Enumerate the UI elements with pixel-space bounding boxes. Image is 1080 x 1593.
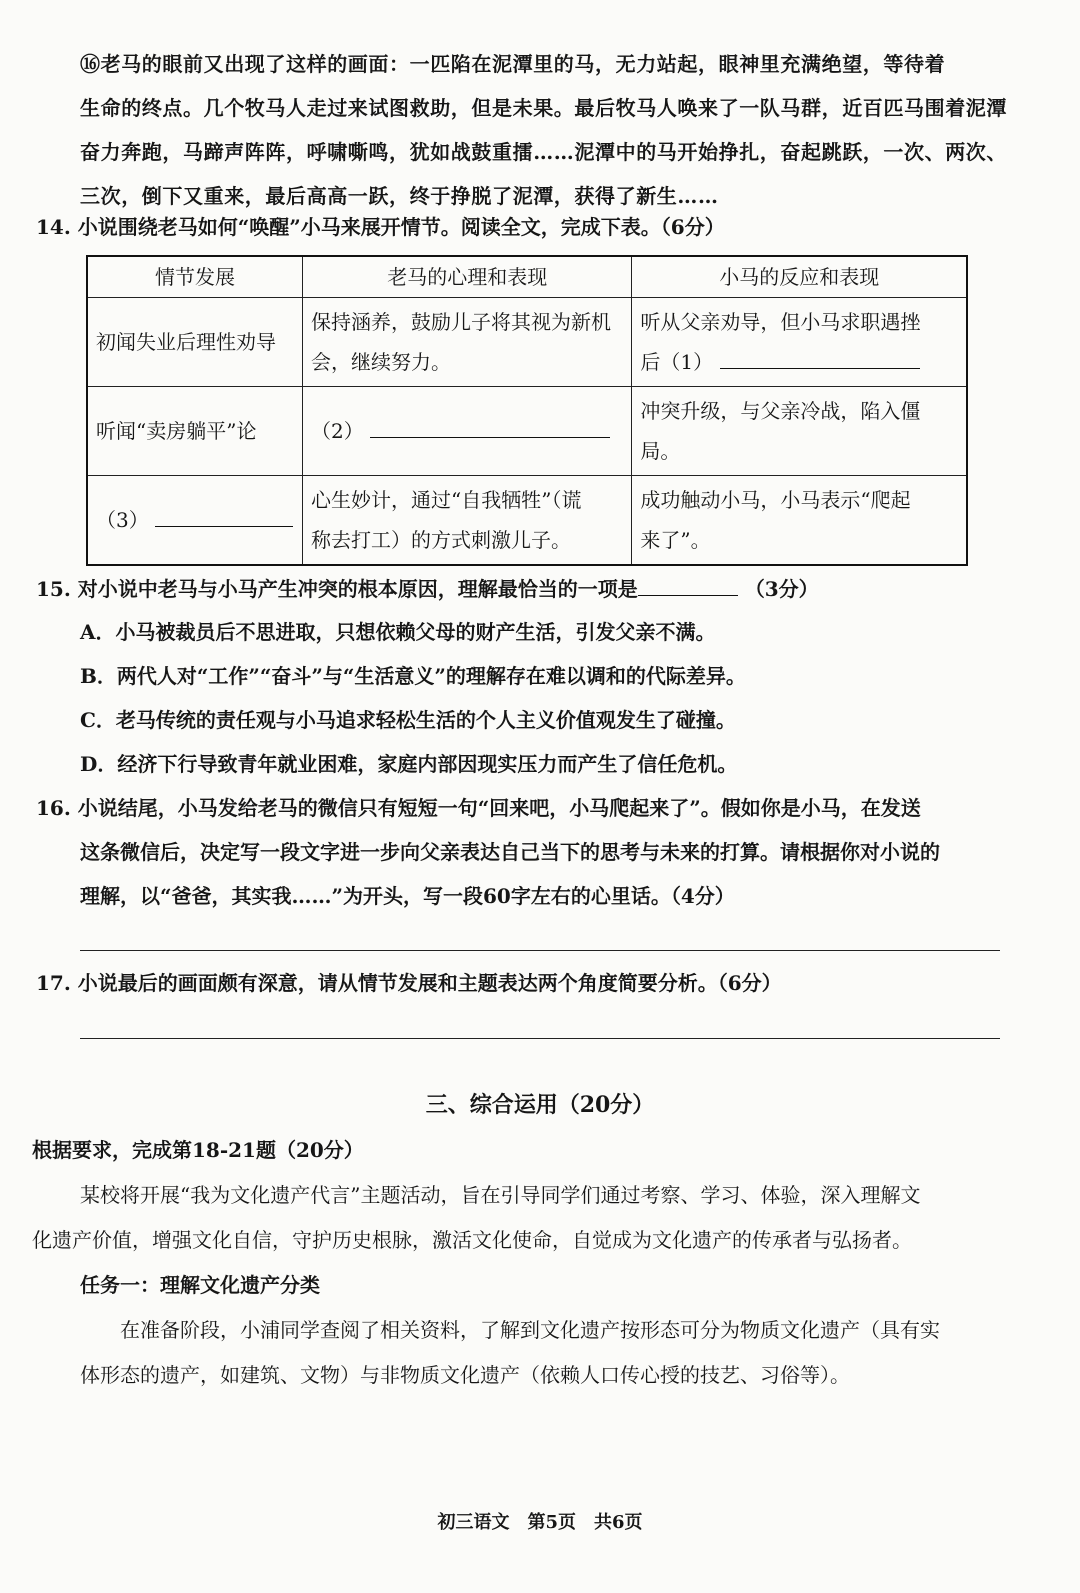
section-requirement: 根据要求，完成第18-21题（20分） [32,1138,364,1162]
table-cell: 初闻失业后理性劝导 [87,298,303,387]
table-header: 老马的心理和表现 [303,256,632,298]
story-paragraph-16 [80,42,1007,218]
question-17 [36,968,782,998]
table-cell [632,298,967,387]
cell-line: 称去打工）的方式刺激儿子。 [311,528,572,552]
table-header: 情节发展 [87,256,303,298]
question-number: 16. [36,796,71,820]
plot-table [86,255,968,566]
cell-line: 成功触动小马，小马表示“爬起 [640,488,911,512]
question-16-line: 这条微信后，决定写一段文字进一步向父亲表达自己当下的思考与未来的打算。请根据你对小说的 [80,840,940,864]
table-header-row [87,256,967,298]
question-16-line: 理解，以“爸爸，其实我……”为开头，写一段60字左右的心里话。（4分） [80,884,735,908]
paragraph-line: ⑯老马的眼前又出现了这样的画面：一匹陷在泥潭里的马，无力站起，眼神里充满绝望，等待着 [80,52,946,76]
answer-line-16[interactable] [80,950,1000,951]
answer-line-17[interactable] [80,1038,1000,1039]
cell-line: 来了”。 [640,528,711,552]
task1-line: 体形态的遗产，如建筑、文物）与非物质文化遗产（依赖人口传心授的技艺、习俗等）。 [80,1363,850,1387]
table-header: 小马的反应和表现 [632,256,967,298]
cell-line: 保持涵养，鼓励儿子将其视为新机 [311,310,612,334]
answer-blank-2[interactable] [370,415,610,438]
question-text: 对小说中老马与小马产生冲突的根本原因，理解最恰当的一项是 [77,577,638,601]
question-score: （3分） [744,577,819,601]
table-cell [303,387,632,476]
table-cell [87,476,303,566]
question-15 [36,573,819,604]
option-d: D．经济下行导致青年就业困难，家庭内部因现实压力而产生了信任危机。 [80,752,738,776]
intro-line: 化遗产价值，增强文化自信，守护历史根脉，激活文化使命，自觉成为文化遗产的传承者与弘扬者。 [32,1228,912,1252]
question-16 [36,793,921,823]
cell-line: 冲突升级，与父亲冷战，陷入僵 [640,399,921,423]
cell-line: 心生妙计，通过“自我牺牲”（谎 [311,488,582,512]
question-text: 小说围绕老马如何“唤醒”小马来展开情节。阅读全文，完成下表。（6分） [77,215,725,239]
answer-blank-15[interactable] [638,573,738,596]
answer-blank-3[interactable] [155,504,293,527]
answer-label-1: 后（1） [640,350,714,374]
table-cell [632,476,967,566]
question-14 [36,212,725,242]
answer-blank-1[interactable] [720,346,920,369]
table-row [87,298,967,387]
page-footer: 初三语文 第5页 共6页 [437,1512,643,1533]
paragraph-line: 生命的终点。几个牧马人走过来试图救助，但是未果。最后牧马人唤来了一队马群，近百匹马围着泥潭 [80,96,1007,120]
cell-line [640,342,958,382]
question-text: 小说结尾，小马发给老马的微信只有短短一句“回来吧，小马爬起来了”。假如你是小马，在发送 [77,796,921,820]
question-text: 小说最后的画面颇有深意，请从情节发展和主题表达两个角度简要分析。（6分） [77,971,782,995]
section-title: 三、综合运用（20分） [425,1092,655,1118]
task1-title: 任务一：理解文化遗产分类 [80,1273,320,1297]
option-c: C．老马传统的责任观与小马追求轻松生活的个人主义价值观发生了碰撞。 [80,708,736,732]
table-cell: 听闻“卖房躺平”论 [87,387,303,476]
cell-line: 局。 [640,439,681,463]
paragraph-line: 奋力奔跑，马蹄声阵阵，呼啸嘶鸣，犹如战鼓重擂……泥潭中的马开始挣扎，奋起跳跃，一次、两次、 [80,140,1007,164]
question-number: 15. [36,577,71,601]
table-row [87,387,967,476]
table-cell [303,298,632,387]
question-number: 17. [36,971,71,995]
paragraph-line: 三次，倒下又重来，最后高高一跃，终于挣脱了泥潭，获得了新生…… [80,184,719,208]
option-a: A．小马被裁员后不思进取，只想依赖父母的财产生活，引发父亲不满。 [80,620,716,644]
cell-line: 会，继续努力。 [311,350,452,374]
table-cell [303,476,632,566]
intro-line: 某校将开展“我为文化遗产代言”主题活动，旨在引导同学们通过考察、学习、体验，深入理解文 [80,1183,921,1207]
task1-line: 在准备阶段，小浦同学查阅了相关资料，了解到文化遗产按形态可分为物质文化遗产（具有实 [120,1318,940,1342]
question-number: 14. [36,215,71,239]
table-row [87,476,967,566]
answer-label-3: （3） [96,508,149,532]
option-b: B．两代人对“工作”“奋斗”与“生活意义”的理解存在难以调和的代际差异。 [80,664,746,688]
answer-label-2: （2） [311,419,364,443]
table-cell [632,387,967,476]
cell-line: 听从父亲劝导，但小马求职遇挫 [640,310,921,334]
